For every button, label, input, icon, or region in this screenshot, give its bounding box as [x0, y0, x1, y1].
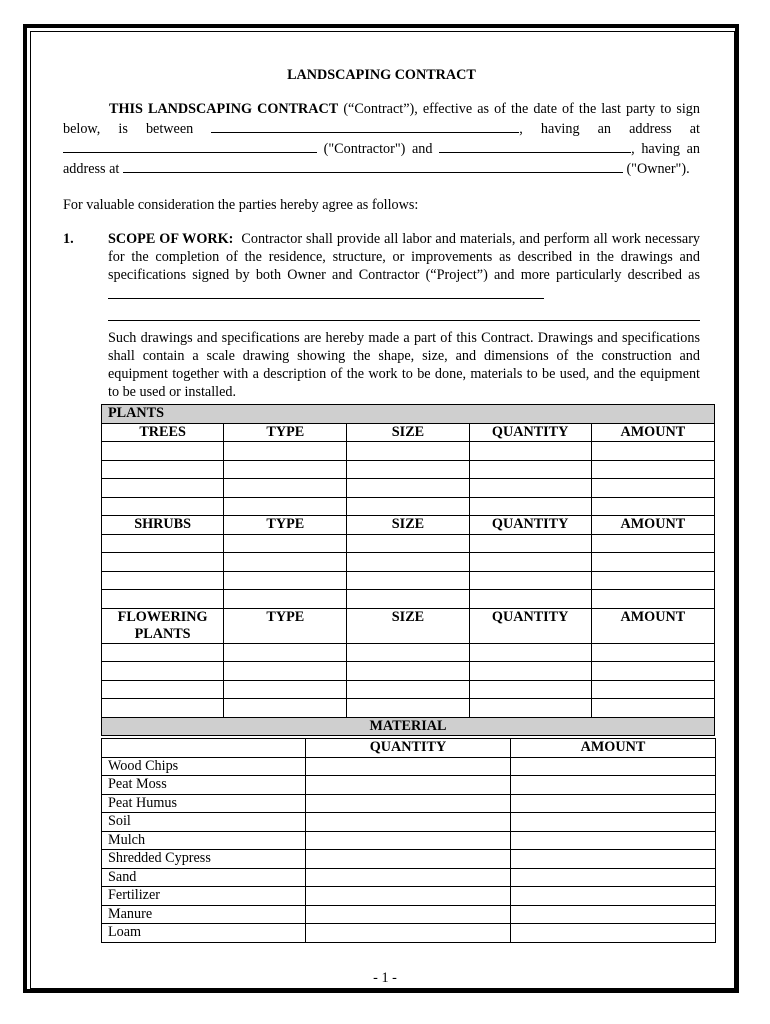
cell[interactable]	[347, 571, 469, 590]
table-row	[102, 643, 715, 662]
cell[interactable]	[102, 699, 224, 718]
cell[interactable]	[102, 460, 224, 479]
cell[interactable]	[511, 813, 716, 832]
cell[interactable]	[511, 924, 716, 943]
intro-paragraph	[63, 100, 700, 178]
contractor-address-field[interactable]	[63, 138, 317, 153]
cell[interactable]	[347, 479, 469, 498]
cell[interactable]	[469, 571, 591, 590]
cell[interactable]	[511, 831, 716, 850]
cell[interactable]	[591, 571, 714, 590]
intro-bold: THIS LANDSCAPING CONTRACT	[109, 101, 339, 117]
cell[interactable]	[511, 757, 716, 776]
col-amount: AMOUNT	[591, 423, 714, 442]
col-type: TYPE	[224, 608, 347, 643]
table-row	[102, 590, 715, 609]
cell[interactable]	[224, 699, 347, 718]
cell[interactable]	[306, 924, 511, 943]
cell[interactable]	[469, 590, 591, 609]
project-description-line-2[interactable]	[108, 306, 700, 321]
owner-address-field[interactable]	[123, 158, 623, 173]
cell[interactable]	[511, 905, 716, 924]
table-row	[102, 850, 716, 869]
owner-name-field[interactable]	[439, 138, 631, 153]
col-quantity: QUANTITY	[469, 516, 591, 535]
cell[interactable]	[306, 850, 511, 869]
material-name: Mulch	[102, 831, 306, 850]
cell[interactable]	[511, 887, 716, 906]
table-row	[102, 905, 716, 924]
cell[interactable]	[306, 757, 511, 776]
cell[interactable]	[224, 497, 347, 516]
col-amount: AMOUNT	[591, 516, 714, 535]
cell[interactable]	[224, 479, 347, 498]
contract-body	[63, 60, 700, 401]
cell[interactable]	[591, 643, 714, 662]
col-amount: AMOUNT	[591, 608, 714, 643]
cell[interactable]	[224, 571, 347, 590]
cell[interactable]	[306, 794, 511, 813]
cell[interactable]	[591, 662, 714, 681]
cell[interactable]	[591, 699, 714, 718]
cell[interactable]	[469, 699, 591, 718]
material-name: Sand	[102, 868, 306, 887]
cell[interactable]	[224, 534, 347, 553]
cell[interactable]	[306, 905, 511, 924]
material-table	[101, 738, 716, 943]
section-number: 1.	[63, 231, 74, 247]
table-row	[102, 460, 715, 479]
table-row	[102, 813, 716, 832]
cell[interactable]	[591, 442, 714, 461]
table-row	[102, 662, 715, 681]
material-name: Peat Moss	[102, 776, 306, 795]
material-name: Shredded Cypress	[102, 850, 306, 869]
cell[interactable]	[469, 643, 591, 662]
col-material-amount: AMOUNT	[511, 739, 716, 758]
material-name: Fertilizer	[102, 887, 306, 906]
col-type: TYPE	[224, 423, 347, 442]
col-size: SIZE	[347, 608, 469, 643]
drawings-paragraph: Such drawings and specifications are hereby made a part of this Contract. Drawings and specifications shall contain a scale drawing showing the shape, size, and dimensions of the construction and equipment together with a description of the work to be done, materials to be used, and the equipment to be used or installed.	[108, 330, 700, 400]
cell[interactable]	[102, 442, 224, 461]
cell[interactable]	[224, 590, 347, 609]
cell[interactable]	[347, 442, 469, 461]
table-row	[102, 479, 715, 498]
section-heading: SCOPE OF WORK:	[108, 231, 234, 247]
cell[interactable]	[102, 534, 224, 553]
cell[interactable]	[591, 680, 714, 699]
cell[interactable]	[306, 813, 511, 832]
table-row	[102, 887, 716, 906]
cell[interactable]	[591, 590, 714, 609]
col-quantity: QUANTITY	[469, 423, 591, 442]
cell[interactable]	[102, 590, 224, 609]
cell[interactable]	[306, 831, 511, 850]
cell[interactable]	[469, 442, 591, 461]
contract-title: LANDSCAPING CONTRACT	[287, 67, 476, 83]
table-row	[102, 794, 716, 813]
cell[interactable]	[469, 553, 591, 572]
cell[interactable]	[469, 497, 591, 516]
intro-text-2: , having an address at	[519, 121, 700, 137]
cell[interactable]	[102, 553, 224, 572]
cell[interactable]	[102, 643, 224, 662]
cell[interactable]	[469, 479, 591, 498]
material-name: Peat Humus	[102, 794, 306, 813]
material-name: Manure	[102, 905, 306, 924]
col-size: SIZE	[347, 423, 469, 442]
table-row	[102, 831, 716, 850]
cell[interactable]	[347, 680, 469, 699]
project-description-field[interactable]	[108, 284, 544, 299]
cell[interactable]	[306, 776, 511, 795]
intro-text-1: (“Contract”), effective as of the date of the last party to sign below, is between	[63, 101, 700, 137]
table-row	[102, 868, 716, 887]
cell[interactable]	[511, 794, 716, 813]
material-name: Wood Chips	[102, 757, 306, 776]
cell[interactable]	[224, 643, 347, 662]
intro-text-5: ("Owner").	[622, 161, 690, 177]
cell[interactable]	[347, 643, 469, 662]
cell[interactable]	[469, 680, 591, 699]
table-row	[102, 699, 715, 718]
material-band: MATERIAL	[102, 717, 715, 736]
cell[interactable]	[224, 662, 347, 681]
group-label-shrubs: SHRUBS	[102, 516, 224, 535]
consideration-text: For valuable consideration the parties hereby agree as follows:	[63, 197, 419, 213]
cell[interactable]	[347, 662, 469, 681]
cell[interactable]	[511, 850, 716, 869]
cell[interactable]	[102, 662, 224, 681]
page-number: - 1 -	[373, 970, 397, 986]
plants-band: PLANTS	[102, 405, 715, 424]
col-quantity: QUANTITY	[469, 608, 591, 643]
plants-table	[101, 404, 715, 736]
scope-text: Contractor shall provide all labor and materials, and perform all work necessary for the completion of the residence, structure, or improvements as described in the drawings and specifications signed by both Owner and Contractor (“Project”) and more particularly described as	[108, 231, 701, 283]
cell[interactable]	[224, 680, 347, 699]
cell[interactable]	[306, 887, 511, 906]
table-row	[102, 776, 716, 795]
table-row	[102, 680, 715, 699]
group-label-trees: TREES	[102, 423, 224, 442]
cell[interactable]	[591, 553, 714, 572]
cell[interactable]	[591, 460, 714, 479]
cell[interactable]	[347, 590, 469, 609]
table-row	[102, 571, 715, 590]
cell[interactable]	[591, 479, 714, 498]
cell[interactable]	[102, 497, 224, 516]
contractor-name-field[interactable]	[211, 118, 519, 133]
cell[interactable]	[591, 534, 714, 553]
cell[interactable]	[347, 553, 469, 572]
col-type: TYPE	[224, 516, 347, 535]
cell[interactable]	[102, 571, 224, 590]
table-row	[102, 757, 716, 776]
intro-text-3: ("Contractor") and	[317, 141, 440, 157]
table-row	[102, 534, 715, 553]
scope-paragraph	[108, 230, 700, 304]
cell[interactable]	[347, 460, 469, 479]
cell[interactable]	[224, 553, 347, 572]
cell[interactable]	[469, 460, 591, 479]
cell[interactable]	[224, 442, 347, 461]
cell[interactable]	[469, 662, 591, 681]
section-scope-of-work	[63, 230, 700, 401]
table-row	[102, 553, 715, 572]
cell[interactable]	[591, 497, 714, 516]
cell[interactable]	[102, 479, 224, 498]
cell[interactable]	[511, 776, 716, 795]
material-name: Soil	[102, 813, 306, 832]
group-label-flowering: FLOWERING PLANTS	[102, 608, 224, 643]
col-material-quantity: QUANTITY	[306, 739, 511, 758]
cell[interactable]	[347, 534, 469, 553]
intro-text-4: , having an address at	[63, 141, 700, 177]
table-row	[102, 442, 715, 461]
cell[interactable]	[511, 868, 716, 887]
cell[interactable]	[347, 497, 469, 516]
table-row	[102, 924, 716, 943]
cell[interactable]	[469, 534, 591, 553]
cell[interactable]	[347, 699, 469, 718]
cell[interactable]	[306, 868, 511, 887]
material-name-header	[102, 739, 306, 758]
col-size: SIZE	[347, 516, 469, 535]
cell[interactable]	[102, 680, 224, 699]
table-row	[102, 497, 715, 516]
cell[interactable]	[224, 460, 347, 479]
material-name: Loam	[102, 924, 306, 943]
